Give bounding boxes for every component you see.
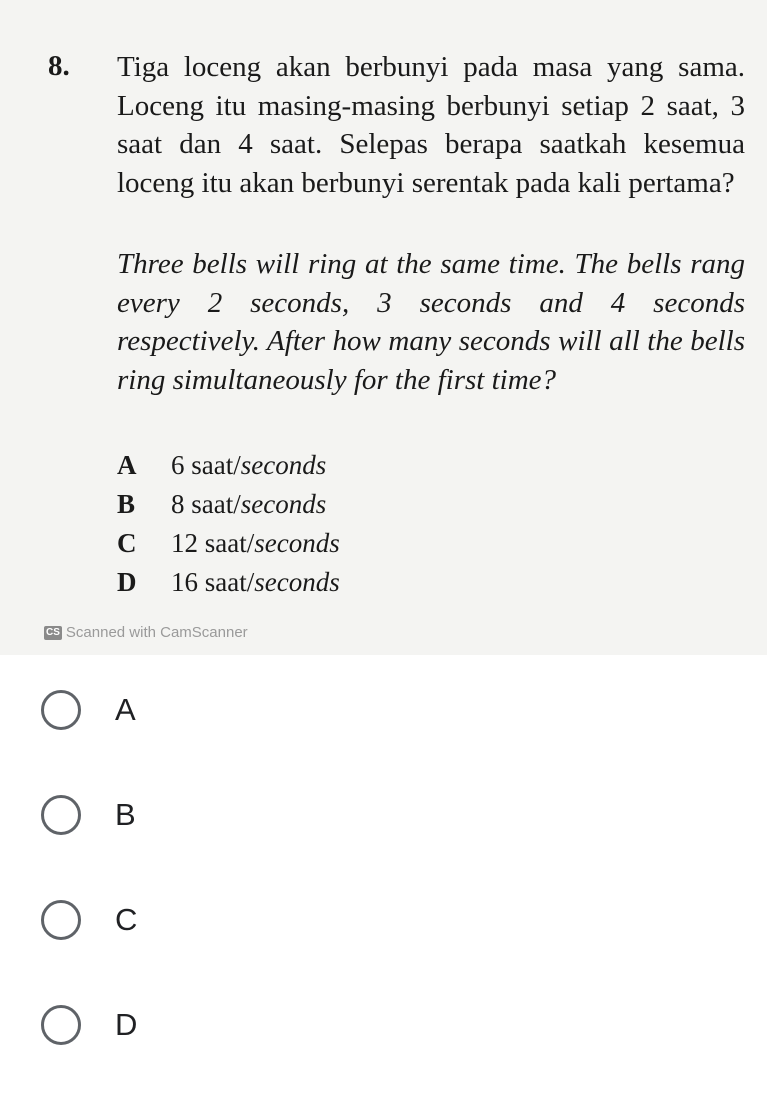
option-text-malay: 12 saat/: [171, 528, 255, 558]
watermark-text: Scanned with CamScanner: [65, 624, 248, 641]
option-text-malay: 6 saat/: [171, 450, 241, 480]
camscanner-watermark: [44, 624, 248, 641]
option-letter: D: [117, 567, 137, 597]
radio-choice-a[interactable]: [41, 686, 137, 734]
choice-label[interactable]: D: [115, 1007, 138, 1042]
radio-choice-d[interactable]: [41, 1001, 137, 1049]
option-text-malay: 16 saat/: [171, 567, 255, 597]
option-a: [117, 446, 340, 485]
question-text-english: Three bells will ring at the same time. The bells rang every 2 seconds, 3 seconds and 4 seconds respectively. After how many seconds will all the bells ring simultaneously for the first time?: [117, 248, 745, 396]
option-text-malay: 8 saat/: [171, 489, 241, 519]
option-text-english: seconds: [254, 567, 340, 597]
question-options: [117, 446, 340, 602]
choice-label[interactable]: A: [115, 692, 136, 727]
radio-button-icon[interactable]: [41, 1005, 81, 1045]
choice-label[interactable]: B: [115, 797, 136, 832]
radio-button-icon[interactable]: [41, 795, 81, 835]
option-text-english: seconds: [240, 489, 327, 519]
option-letter: B: [117, 489, 136, 519]
option-c: [117, 524, 340, 563]
option-letter: C: [117, 528, 137, 558]
choice-label[interactable]: C: [115, 902, 138, 937]
option-text-english: seconds: [254, 528, 340, 558]
radio-button-icon[interactable]: [41, 690, 81, 730]
option-b: [117, 485, 340, 524]
question-number: 8.: [48, 50, 70, 82]
question-text-malay: Tiga loceng akan berbunyi pada masa yang sama. Loceng itu masing-masing berbunyi setiap 2 saat, 3 saat dan 4 saat. Selepas berapa saatkah kesemua loceng itu akan berbunyi serentak pada kali pertama?: [117, 51, 745, 199]
option-letter: A: [117, 450, 137, 480]
radio-choice-b[interactable]: [41, 791, 137, 839]
radio-choice-c[interactable]: [41, 896, 137, 944]
radio-button-icon[interactable]: [41, 900, 81, 940]
option-d: [117, 563, 340, 602]
answer-choices: [41, 686, 137, 1106]
option-text-english: seconds: [240, 450, 327, 480]
camscanner-logo-icon: CS: [46, 626, 60, 638]
